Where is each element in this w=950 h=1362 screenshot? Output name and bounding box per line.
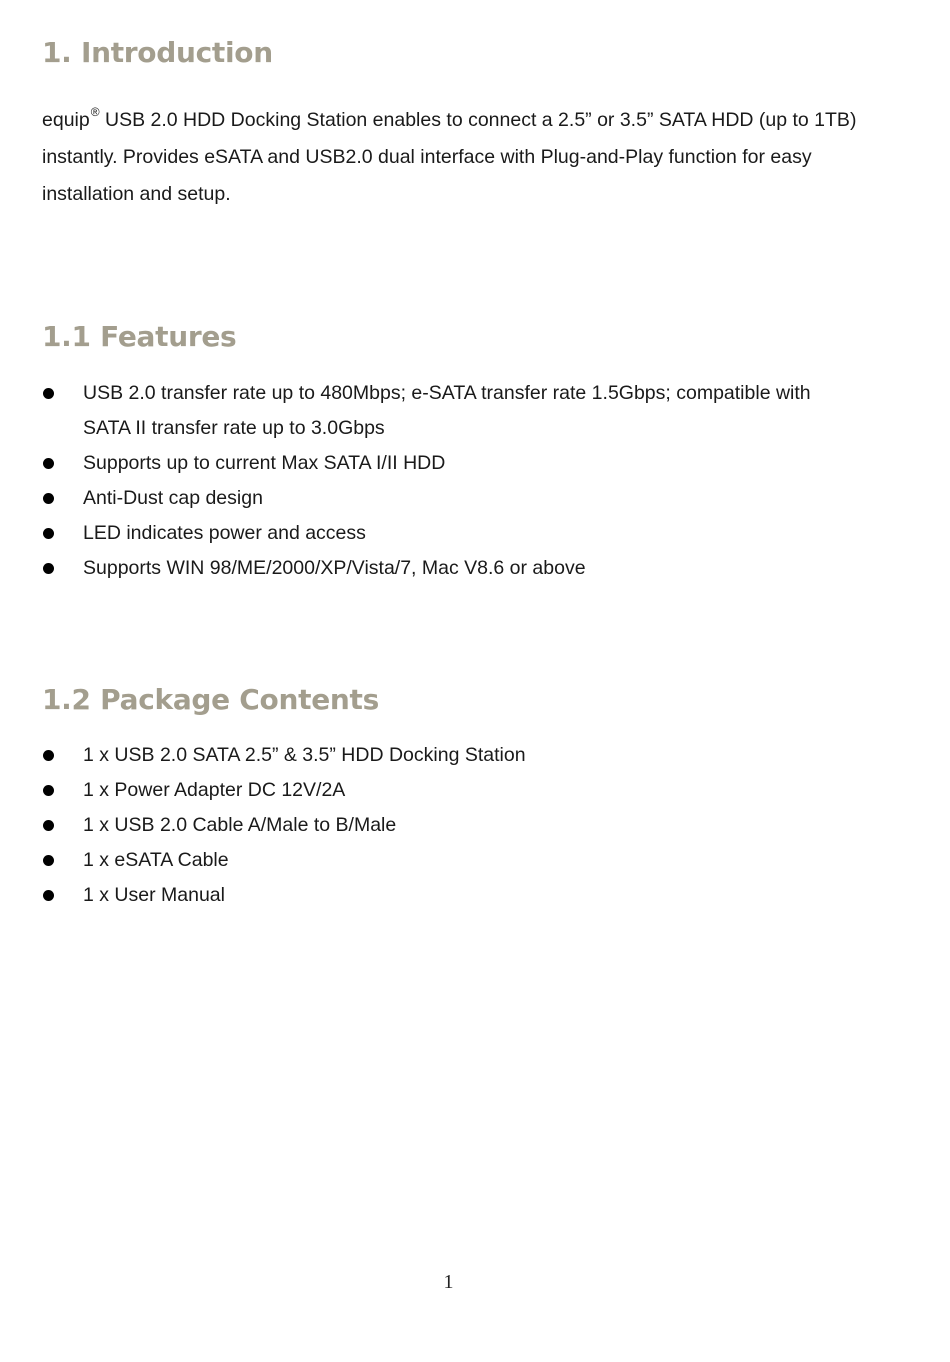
bullet-icon bbox=[43, 890, 54, 901]
features-list bbox=[0, 376, 900, 586]
introduction-text: USB 2.0 HDD Docking Station enables to connect a 2.5” or 3.5” SATA HDD (up to 1TB) instantly. Provides eSATA and USB2.0 dual interface with Plug-and-Play function for easy installation and setup. bbox=[42, 109, 857, 205]
bullet-icon bbox=[43, 528, 54, 539]
feature-item bbox=[0, 516, 900, 551]
page-number: 1 bbox=[443, 1271, 454, 1293]
package-text: 1 x eSATA Cable bbox=[83, 849, 229, 871]
package-text: 1 x Power Adapter DC 12V/2A bbox=[83, 779, 346, 801]
brand-name bbox=[42, 104, 100, 131]
bullet-icon bbox=[43, 388, 54, 399]
feature-item bbox=[0, 551, 900, 586]
bullet-icon bbox=[43, 458, 54, 469]
features-heading: 1.1 Features bbox=[42, 320, 237, 353]
package-item bbox=[0, 808, 900, 843]
bullet-icon bbox=[43, 820, 54, 831]
feature-item bbox=[0, 481, 900, 516]
package-text: 1 x User Manual bbox=[83, 884, 225, 906]
bullet-icon bbox=[43, 493, 54, 504]
introduction-heading: 1. Introduction bbox=[42, 36, 273, 69]
package-item bbox=[0, 843, 900, 878]
feature-text: Supports up to current Max SATA I/II HDD bbox=[83, 452, 446, 474]
feature-text: Anti-Dust cap design bbox=[83, 487, 263, 509]
feature-item bbox=[0, 376, 853, 446]
feature-text: LED indicates power and access bbox=[83, 522, 366, 544]
package-contents-heading: 1.2 Package Contents bbox=[42, 683, 379, 716]
bullet-icon bbox=[43, 750, 54, 761]
bullet-icon bbox=[43, 785, 54, 796]
feature-text: USB 2.0 transfer rate up to 480Mbps; e-SATA transfer rate 1.5Gbps; compatible with SATA II transfer rate up to 3.0Gbps bbox=[83, 382, 811, 439]
bullet-icon bbox=[43, 563, 54, 574]
feature-item bbox=[0, 446, 900, 481]
package-item bbox=[0, 878, 900, 913]
package-contents-list bbox=[0, 738, 900, 913]
introduction-paragraph bbox=[42, 102, 862, 213]
bullet-icon bbox=[43, 855, 54, 866]
package-item bbox=[0, 773, 900, 808]
brand-text: equip bbox=[42, 109, 90, 131]
package-text: 1 x USB 2.0 Cable A/Male to B/Male bbox=[83, 814, 397, 836]
registered-mark: ® bbox=[90, 104, 100, 119]
package-item bbox=[0, 738, 900, 773]
package-text: 1 x USB 2.0 SATA 2.5” & 3.5” HDD Docking Station bbox=[83, 744, 526, 766]
feature-text: Supports WIN 98/ME/2000/XP/Vista/7, Mac V8.6 or above bbox=[83, 557, 586, 579]
